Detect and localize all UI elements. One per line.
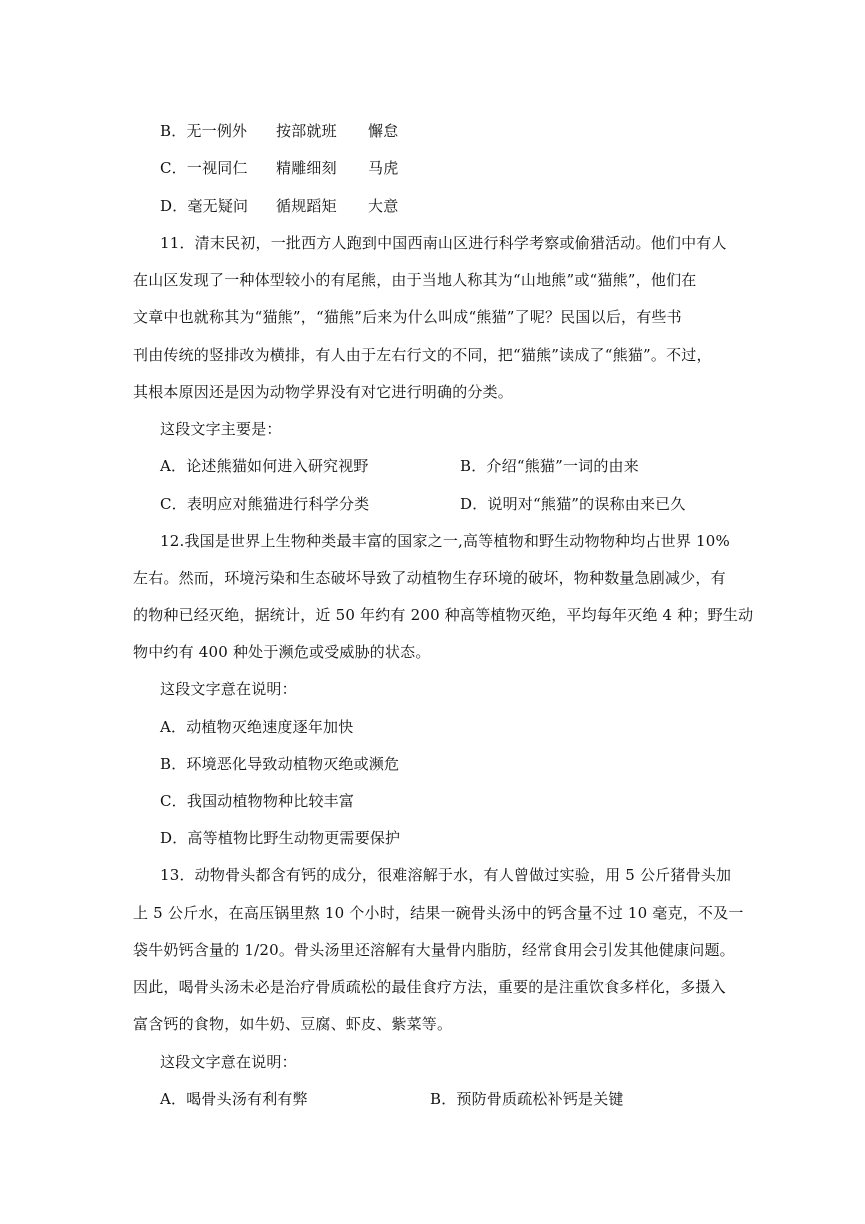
q12-text-line: 的物种已经灭绝，据统计，近 50 年约有 200 种高等植物灭绝，平均每年灭绝 4 种；野生动 bbox=[133, 606, 754, 624]
q11-text-line: 刊由传统的竖排改为横排，有人由于左右行文的不同，把“猫熊”读成了“熊猫”。不过， bbox=[133, 346, 712, 364]
q13-text-line: 富含钙的食物，如牛奶、豆腐、虾皮、紫菜等。 bbox=[133, 1015, 453, 1033]
option-row bbox=[160, 113, 770, 149]
option-word: 马虎 bbox=[368, 159, 399, 177]
q12-option-d: D．高等植物比野生动物更需要保护 bbox=[160, 829, 401, 847]
q12-text-line: 12.我国是世界上生物种类最丰富的国家之一,高等植物和野生动物物种均占世界 10% bbox=[160, 532, 730, 550]
option-row bbox=[160, 150, 770, 186]
q13-text-line: 袋牛奶钙含量的 1/20。骨头汤里还溶解有大量骨内脂肪，经常食用会引发其他健康问题。 bbox=[133, 941, 735, 959]
q11-text-line: 11．清末民初，一批西方人跑到中国西南山区进行科学考察或偷猎活动。他们中有人 bbox=[160, 234, 727, 252]
option-row bbox=[160, 188, 770, 224]
q12-text-line: 左右。然而，环境污染和生态破坏导致了动植物生存环境的破坏，物种数量急剧减少，有 bbox=[133, 569, 726, 587]
option-word: 精雕细刻 bbox=[276, 159, 337, 177]
q11-text-line: 文章中也就称其为“猫熊”，“猫熊”后来为什么叫成“熊猫”了呢？民国以后，有些书 bbox=[133, 308, 682, 326]
q11-prompt: 这段文字主要是： bbox=[160, 420, 282, 438]
q13-option-b: B．预防骨质疏松补钙是关键 bbox=[430, 1090, 624, 1108]
q11-option-a: A．论述熊猫如何进入研究视野 bbox=[160, 457, 369, 475]
q13-option-row bbox=[160, 1081, 770, 1117]
q11-option-row bbox=[160, 486, 770, 522]
q11-option-d: D．说明对“熊猫”的误称由来已久 bbox=[460, 495, 686, 513]
q13-prompt: 这段文字意在说明： bbox=[160, 1053, 297, 1071]
q12-prompt: 这段文字意在说明： bbox=[160, 680, 297, 698]
q12-option-b: B．环境恶化导致动植物灭绝或濒危 bbox=[160, 755, 400, 773]
option-word: C．一视同仁 bbox=[160, 159, 248, 177]
option-word: B．无一例外 bbox=[160, 122, 248, 140]
q12-text-line: 物中约有 400 种处于濒危或受威胁的状态。 bbox=[133, 643, 431, 661]
q11-text-line: 其根本原因还是因为动物学界没有对它进行明确的分类。 bbox=[133, 383, 514, 401]
option-word: 大意 bbox=[368, 197, 399, 215]
q13-text-line: 因此，喝骨头汤未必是治疗骨质疏松的最佳食疗方法，重要的是注重饮食多样化，多摄入 bbox=[133, 978, 726, 996]
q11-option-b: B．介绍“熊猫”一词的由来 bbox=[460, 457, 639, 475]
option-word: 懈怠 bbox=[368, 122, 399, 140]
q13-text-line: 13．动物骨头都含有钙的成分，很难溶解于水，有人曾做过实验，用 5 公斤猪骨头加 bbox=[160, 866, 732, 884]
q11-option-row bbox=[160, 448, 770, 484]
option-word: 按部就班 bbox=[276, 122, 337, 140]
q11-text-line: 在山区发现了一种体型较小的有尾熊，由于当地人称其为“山地熊”或“猫熊”，他们在 bbox=[133, 271, 697, 289]
option-word: 循规蹈矩 bbox=[276, 197, 337, 215]
q13-text-line: 上 5 公斤水，在高压锅里熬 10 个小时，结果一碗骨头汤中的钙含量不过 10 毫克，不及一 bbox=[133, 904, 744, 922]
q11-option-c: C．表明应对熊猫进行科学分类 bbox=[160, 495, 370, 513]
option-word: D．毫无疑问 bbox=[160, 197, 249, 215]
q13-option-a: A．喝骨头汤有利有弊 bbox=[160, 1090, 308, 1108]
q12-option-a: A．动植物灭绝速度逐年加快 bbox=[160, 718, 354, 736]
q12-option-c: C．我国动植物物种比较丰富 bbox=[160, 792, 355, 810]
